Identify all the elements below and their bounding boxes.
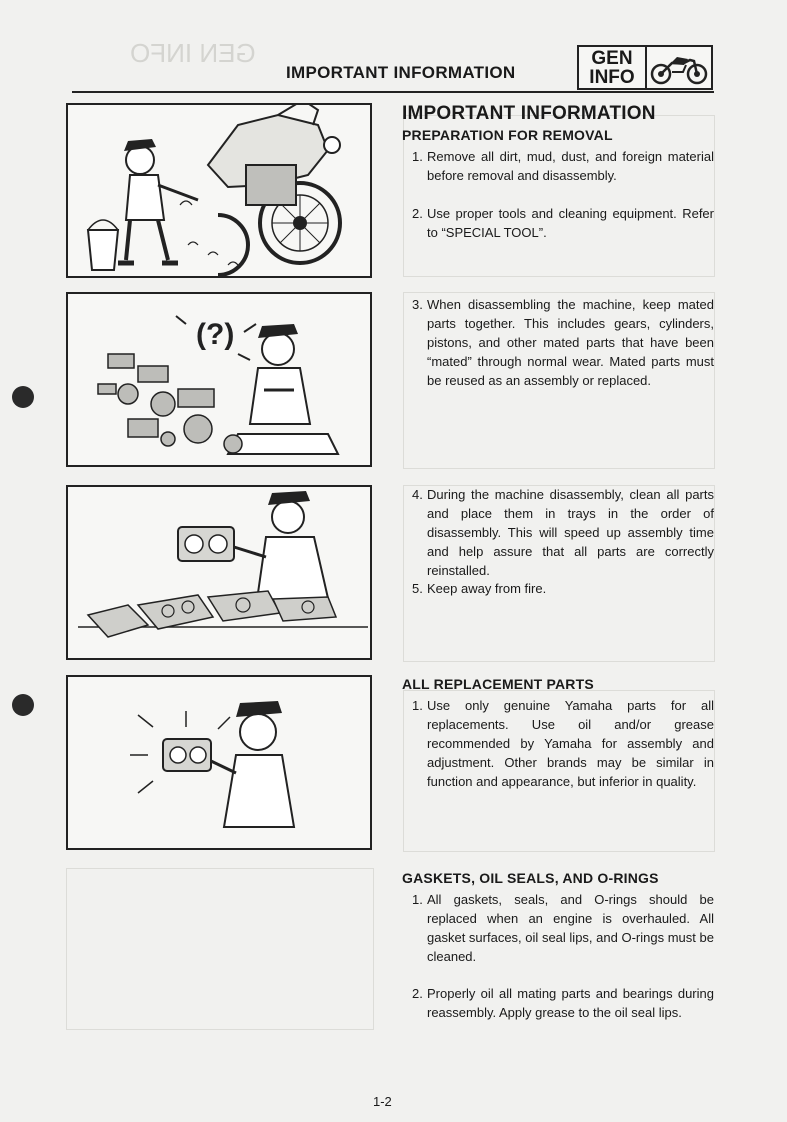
item-number: 5. [412,581,423,596]
list-item [402,890,714,966]
gaskets-title: GASKETS, OIL SEALS, AND O-RINGS [402,870,659,886]
preparation-title: PREPARATION FOR REMOVAL [402,127,613,143]
washing-motorcycle-illustration [66,103,372,278]
mechanic-trays-illustration [66,485,372,660]
replacement-title: ALL REPLACEMENT PARTS [402,676,594,692]
list-item [402,295,714,390]
item-text: Keep away from fire. [427,581,547,596]
svg-text:(?): (?) [196,318,235,351]
item-number: 1. [412,892,423,907]
item-text: When disassembling the machine, keep mated parts together. This includes gears, cylinders, pistons, and other mated parts that have been “mated” through normal wear. Mated parts must be reused as an assembly or replaced. [427,297,714,388]
motorcycle-icon [647,47,711,88]
item-number: 2. [412,206,423,221]
page-number: 1-2 [373,1094,392,1109]
list-item [402,579,714,598]
item-number: 1. [412,149,423,164]
punch-hole [12,386,34,408]
list-item [402,147,714,185]
punch-hole [12,694,34,716]
item-text: During the machine disassembly, clean all parts and place them in trays in the order of disassembly. This will speed up assembly time and help assure that all parts are correctly reinstalled. [427,487,714,578]
list-item [402,204,714,242]
badge-line-2: INFO [589,66,635,88]
list-item [402,485,714,580]
header-rule [72,91,714,93]
list-item [402,696,714,791]
section-heading-block [402,103,714,125]
header-title: IMPORTANT INFORMATION [286,63,516,82]
item-text: Use proper tools and cleaning equipment. Refer to “SPECIAL TOOL”. [427,206,714,240]
bleed-through-header: GEN INFO [130,38,256,68]
gen-info-badge [577,45,713,90]
item-number: 1. [412,698,423,713]
item-text: Use only genuine Yamaha parts for all replacements. Use oil and/or grease recommended by Yamaha for assembly and adjustment. Other brands may be similar in function and appearance, but inferior in quality. [427,698,714,789]
bleed-through-box [66,868,374,1030]
confused-mechanic-parts-illustration [66,292,372,467]
gaskets-heading-block [402,870,714,886]
item-text: Remove all dirt, mud, dust, and foreign material before removal and disassembly. [427,149,714,183]
section-title: IMPORTANT INFORMATION [402,103,656,124]
item-number: 4. [412,487,423,502]
item-number: 2. [412,986,423,1001]
item-text: All gaskets, seals, and O-rings should be replaced when an engine is overhauled. All gasket surfaces, oil seal lips, and O-rings must be cleaned. [427,892,714,964]
mechanic-inspecting-part-illustration [66,675,372,850]
badge-line-1: GEN [591,47,633,69]
list-item [402,984,714,1022]
item-text: Properly oil all mating parts and bearings during reassembly. Apply grease to the oil seal lips. [427,986,714,1020]
preparation-heading-block [402,127,714,143]
item-number: 3. [412,297,423,312]
replacement-heading-block [402,676,714,692]
